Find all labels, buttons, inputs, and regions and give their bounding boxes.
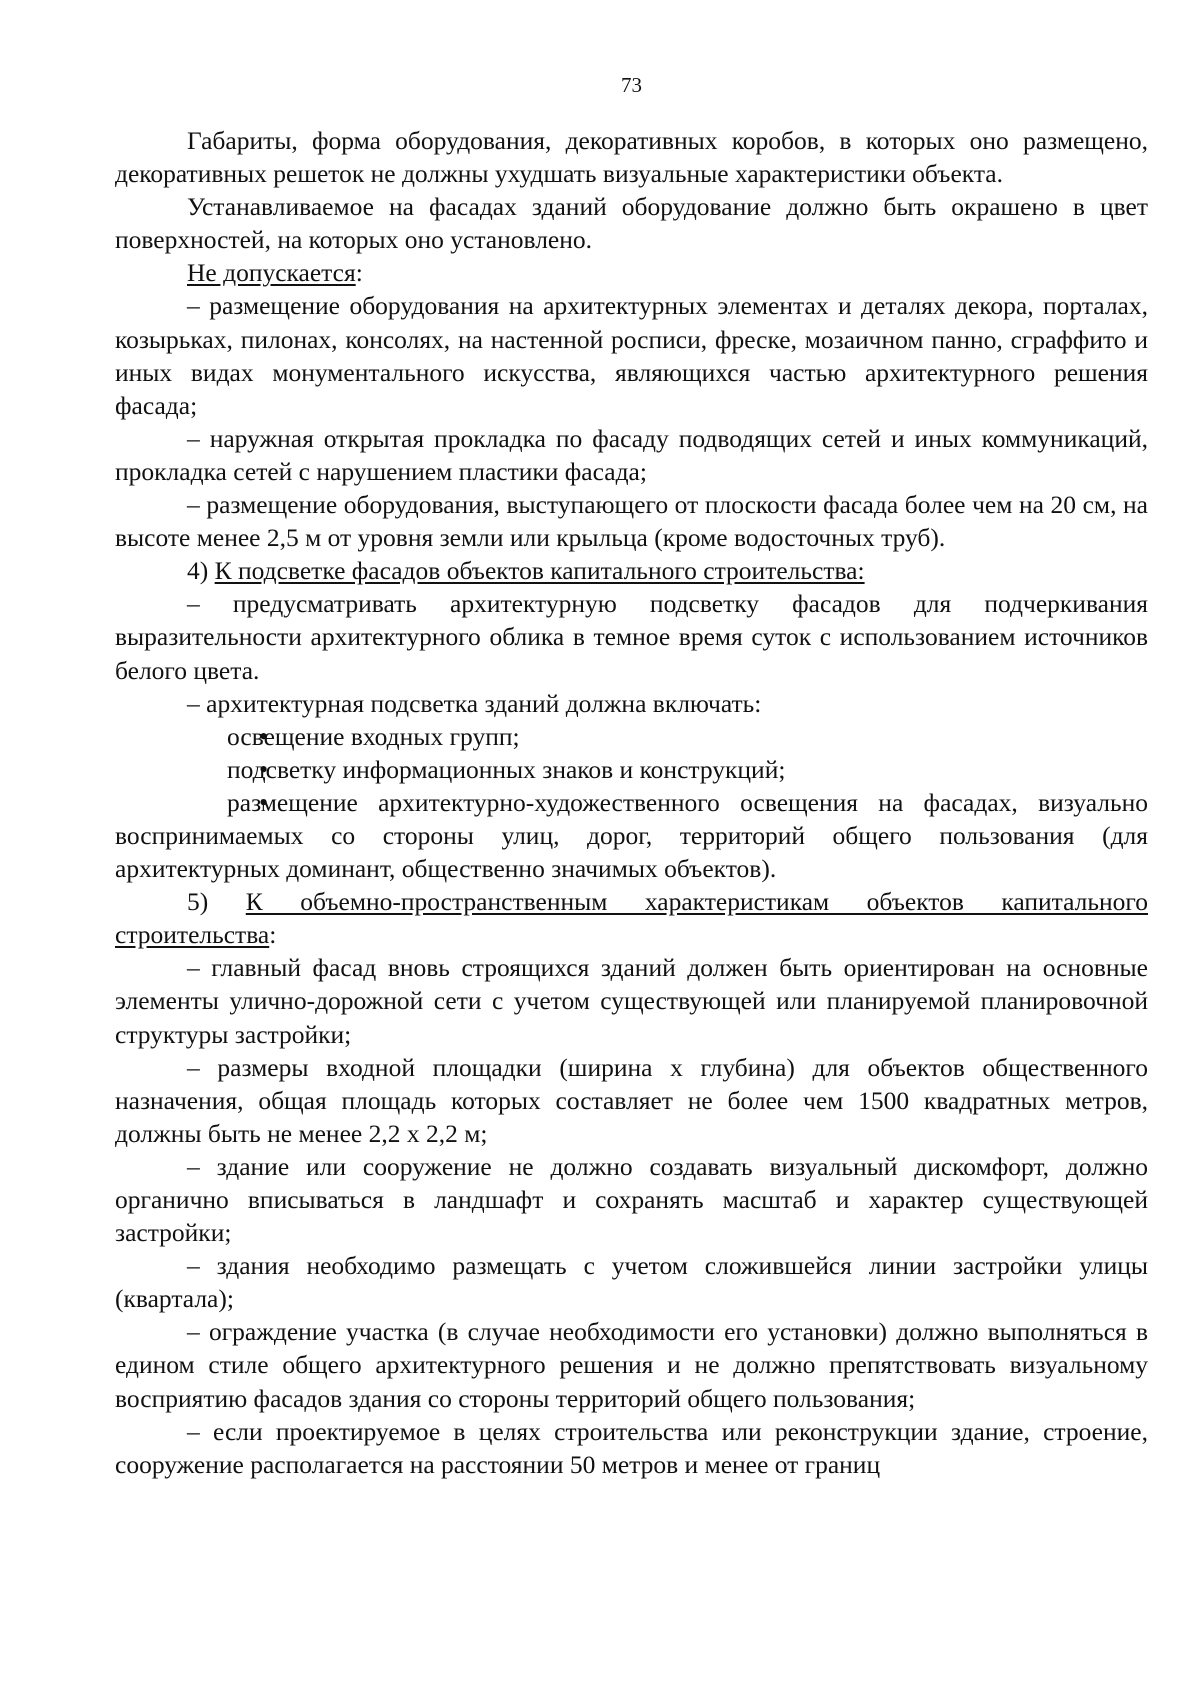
section-5-number: 5) — [187, 887, 246, 917]
not-allowed-colon: : — [355, 258, 363, 288]
paragraph-dimensions: Габариты, форма оборудования, декоративных коробов, в которых оно размещено, декоративных решеток не должны ухудшать визуальные характеристики объекта. — [115, 126, 1148, 189]
bullet-entrance-lighting — [115, 720, 1148, 753]
list-item-lighting-includes: – архитектурная подсветка зданий должна включать: — [187, 688, 762, 718]
paragraph-equipment-color: Устанавливаемое на фасадах зданий оборудование должно быть окрашено в цвет поверхностей, на которых оно установлено. — [115, 192, 1148, 255]
list-item-building-line: – здания необходимо размещать с учетом сложившейся линии застройки улицы (квартала); — [115, 1251, 1148, 1314]
section-5-colon: : — [269, 920, 277, 950]
bullet-entrance-lighting-text: освещение входных групп; — [227, 721, 520, 751]
bullet-sign-lighting — [115, 753, 1148, 786]
page-number: 73 — [621, 73, 642, 97]
section-5-title: К объемно-пространственным характеристикам объектов капитального строительства — [115, 887, 1148, 950]
list-item-open-wiring: – наружная открытая прокладка по фасаду подводящих сетей и иных коммуникаций, прокладка сетей с нарушением пластики фасада; — [115, 423, 1148, 486]
bullet-artistic-lighting-text: размещение архитектурно-художественного освещения на фасадах, визуально воспринимаемых со стороны улиц, дорог, территорий общего пользования (для архитектурных доминант, общественно значимых объектов). — [115, 787, 1148, 884]
list-item-facade-lighting: – предусматривать архитектурную подсветку фасадов для подчеркивания выразительности архитектурного облика в темное время суток с использованием источников белого цвета. — [115, 589, 1148, 685]
list-item-main-facade: – главный фасад вновь строящихся зданий должен быть ориентирован на основные элементы улично-дорожной сети с учетом существующей или планируемой планировочной структуры застройки; — [115, 953, 1148, 1049]
document-body — [115, 124, 1148, 1481]
list-item-visual-comfort: – здание или сооружение не должно создавать визуальный дискомфорт, должно органично вписываться в ландшафт и сохранять масштаб и характер существующей застройки; — [115, 1151, 1148, 1248]
bullet-artistic-lighting — [115, 786, 1148, 885]
list-item-fence: – ограждение участка (в случае необходимости его установки) должно выполняться в едином стиле общего архитектурного решения и не должно препятствовать визуальному восприятию фасадов здания со стороны территорий общего пользования; — [115, 1317, 1148, 1413]
list-item-distance: – если проектируемое в целях строительства или реконструкции здание, строение, сооружение располагается на расстоянии 50 метров и менее от границ — [115, 1416, 1148, 1479]
list-item-protruding-equipment: – размещение оборудования, выступающего от плоскости фасада более чем на 20 см, на высоте менее 2,5 м от уровня земли или крыльца (кроме водосточных труб). — [115, 490, 1148, 553]
not-allowed-heading-line — [115, 256, 1148, 289]
section-4-heading — [115, 554, 1148, 587]
section-4-number: 4) — [187, 556, 215, 586]
not-allowed-heading: Не допускается — [187, 258, 356, 288]
list-item-entrance-size: – размеры входной площадки (ширина х глубина) для объектов общественного назначения, общая площадь которых составляет не более чем 1500 квадратных метров, должны быть не менее 2,2 х 2,2 м; — [115, 1052, 1148, 1148]
bullet-sign-lighting-text: подсветку информационных знаков и конструкций; — [227, 754, 786, 784]
section-5-heading — [115, 885, 1148, 951]
section-4-title: К подсветке фасадов объектов капитального строительства: — [214, 556, 865, 586]
list-item-architectural-elements: – размещение оборудования на архитектурных элементах и деталях декора, порталах, козырьках, пилонах, консолях, на настенной росписи, фреске, мозаичном панно, сграффито и иных видах монументального искусства, являющихся частью архитектурного решения фасада; — [115, 291, 1148, 420]
